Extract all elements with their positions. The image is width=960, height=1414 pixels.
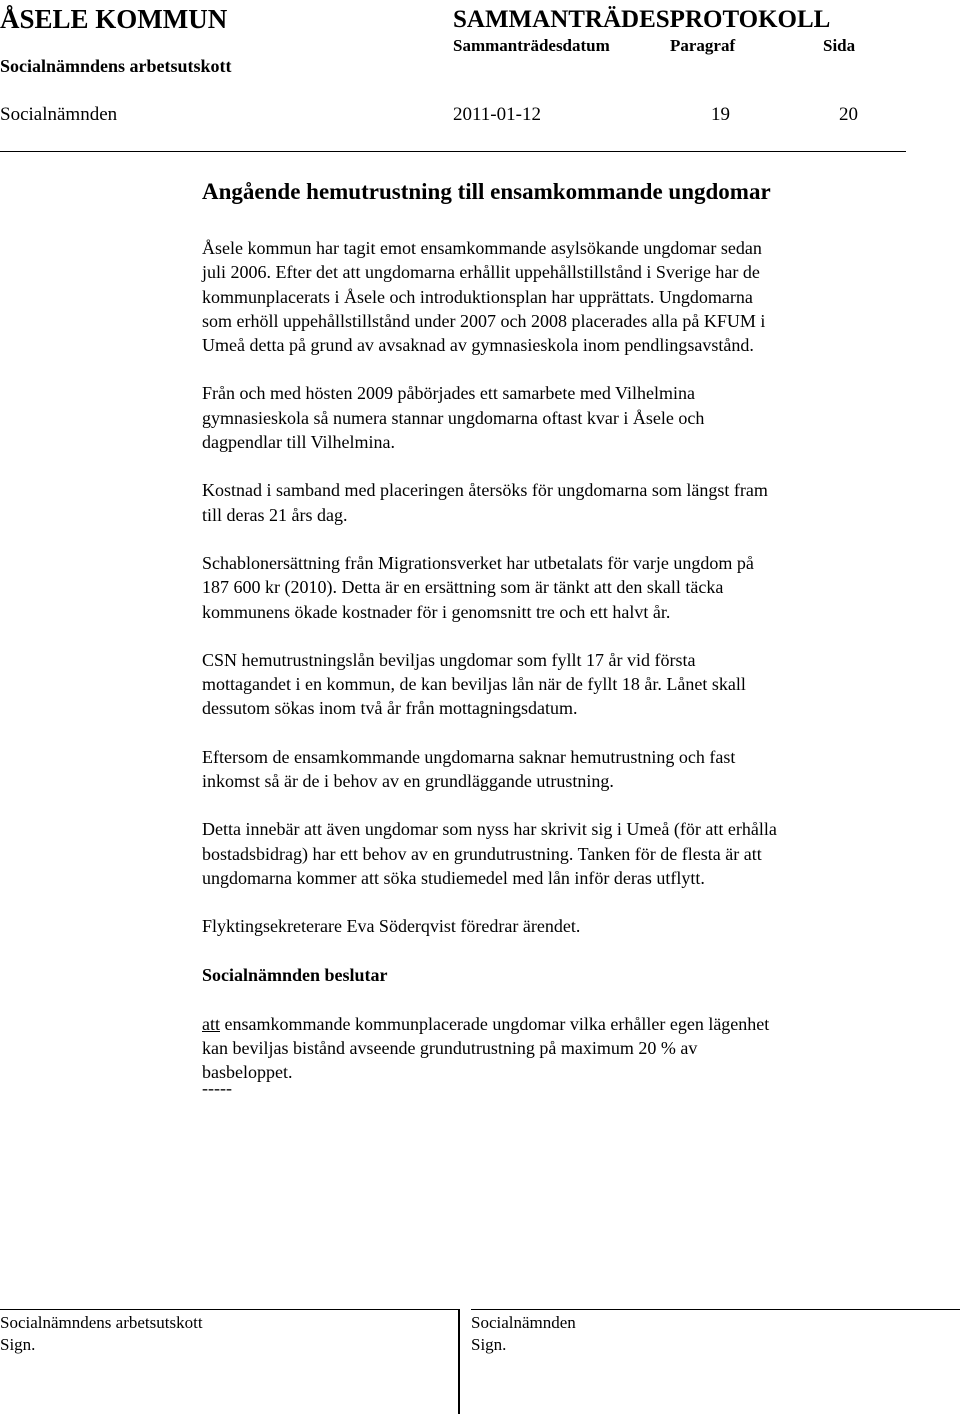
paragraph-line: CSN hemutrustningslån beviljas ungdomar som fyllt 17 år vid första — [202, 649, 696, 670]
paragraph-line: mottagandet i en kommun, de kan beviljas lån när de fyllt 18 år. Lånet skall — [202, 674, 746, 695]
body-paragraphs — [202, 236, 882, 939]
paragraph-line: Från och med hösten 2009 påbörjades ett samarbete med Vilhelmina — [202, 383, 695, 404]
paragraph-line: Flyktingsekreterare Eva Söderqvist föredrar ärendet. — [202, 916, 581, 937]
paragraph-line: Schablonersättning från Migrationsverket har utbetalats för varje ungdom på — [202, 552, 754, 573]
paragraph-line: som erhöll uppehållstillstånd under 2007 och 2008 placerades alla på KFUM i — [202, 310, 766, 331]
footer-divider-left — [0, 1309, 458, 1310]
paragraph-line: gymnasieskola så numera stannar ungdomarna oftast kvar i Åsele och — [202, 407, 705, 428]
decision-line: kan beviljas bistånd avseende grundutrustning på maximum 20 % av — [202, 1037, 698, 1058]
paragraph-line: 187 600 kr (2010). Detta är en ersättning som är tänkt att den skall täcka — [202, 577, 724, 598]
paragraph-label: Paragraf — [670, 36, 736, 55]
paragraph-line: inkomst så är de i behov av en grundläggande utrustning. — [202, 771, 614, 792]
paragraph-line: bostadsbidrag) har ett behov av en grundutrustning. Tanken för de flesta är att — [202, 843, 762, 864]
matter-title: Angående hemutrustning till ensamkommande ungdomar — [202, 179, 771, 204]
footer-left-label: Socialnämndens arbetsutskott — [0, 1313, 203, 1332]
paragraph-line: till deras 21 års dag. — [202, 504, 348, 525]
footer-left-signature: Sign. — [0, 1335, 36, 1354]
footer-right-label: Socialnämnden — [471, 1313, 576, 1332]
committee-name: Socialnämnden — [0, 104, 118, 125]
page-number: 20 — [839, 104, 858, 125]
protocol-title: SAMMANTRÄDESPROTOKOLL — [453, 6, 831, 33]
paragraph-line: juli 2006. Efter det att ungdomarna erhållit uppehållstillstånd i Sverige har de — [202, 262, 760, 283]
body-paragraph — [202, 381, 882, 454]
page-label: Sida — [823, 36, 856, 55]
paragraph-line: Åsele kommun har tagit emot ensamkommande asylsökande ungdomar sedan — [202, 238, 762, 258]
decision-line — [202, 1012, 882, 1036]
paragraph-line: dagpendlar till Vilhelmina. — [202, 432, 396, 453]
paragraph-line: kommunens ökade kostnader för i genomsnitt tre och ett halvt år. — [202, 601, 671, 622]
paragraph-line: Kostnad i samband med placeringen återsöks för ungdomarna som längst fram — [202, 480, 768, 501]
paragraph-number: 19 — [711, 104, 730, 125]
paragraph-line: Umeå detta på grund av avsaknad av gymnasieskola inom pendlingsavstånd. — [202, 335, 754, 356]
paragraph-line: ungdomarna kommer att söka studiemedel med lån inför deras utflytt. — [202, 867, 705, 888]
body-paragraph — [202, 817, 882, 890]
decision-line-text: ensamkommande kommunplacerade ungdomar vilka erhåller egen lägenhet — [220, 1013, 770, 1034]
footer-right-signature: Sign. — [471, 1335, 507, 1354]
paragraph-line: Detta innebär att även ungdomar som nyss har skrivit sig i Umeå (för att erhålla — [202, 819, 777, 840]
paragraph-line: kommunplacerats i Åsele och introduktionsplan har upprättats. Ungdomarna — [202, 286, 753, 307]
footer-divider-right — [471, 1309, 960, 1310]
body-paragraph — [202, 236, 882, 357]
end-separator: ----- — [202, 1078, 232, 1098]
decision-heading: Socialnämnden beslutar — [202, 964, 388, 985]
meeting-date: 2011-01-12 — [453, 104, 541, 125]
body-paragraph — [202, 745, 882, 794]
decision-text — [202, 1012, 882, 1085]
body-paragraph — [202, 551, 882, 624]
paragraph-line: Eftersom de ensamkommande ungdomarna saknar hemutrustning och fast — [202, 746, 736, 767]
body-paragraph — [202, 914, 882, 938]
header-divider — [0, 151, 906, 152]
body-paragraph — [202, 478, 882, 527]
decision-keyword: att — [202, 1013, 220, 1034]
body-paragraph — [202, 648, 882, 721]
footer-column-divider — [458, 1309, 460, 1414]
document-body — [202, 178, 882, 1108]
organization-name: ÅSELE KOMMUN — [0, 4, 228, 34]
paragraph-line: dessutom sökas inom två år från mottagningsdatum. — [202, 698, 578, 719]
decision-line: basbeloppet. — [202, 1062, 293, 1083]
subcommittee-name: Socialnämndens arbetsutskott — [0, 56, 232, 76]
meeting-date-label: Sammanträdesdatum — [453, 36, 610, 55]
